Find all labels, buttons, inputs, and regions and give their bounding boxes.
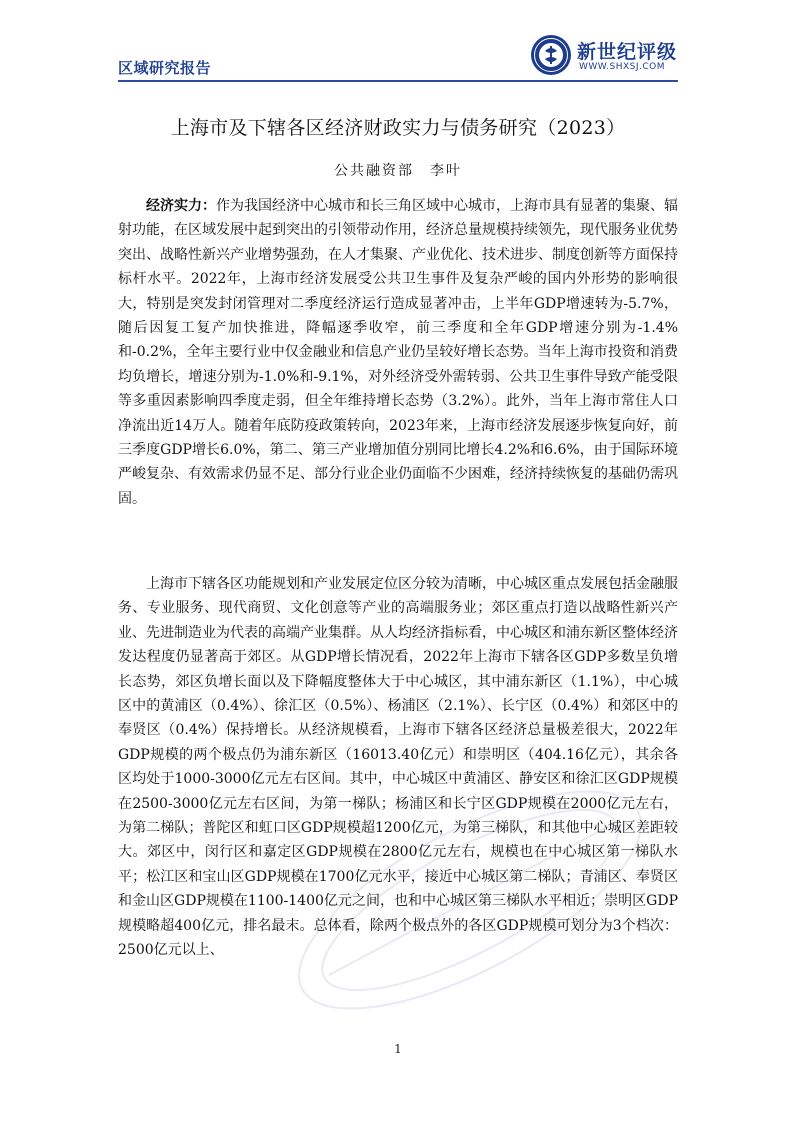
logo-emblem-icon	[530, 34, 572, 76]
paragraph-lead-heading: 经济实力：	[146, 198, 216, 214]
paragraph-1-text: 作为我国经济中心城市和长三角区域中心城市，上海市具有显著的集聚、辐射功能，在区域发展中起到突出的引领带动作用，经济总量规模持续领先，现代服务业优势突出、战略性新兴产业增势强劲，在人才集聚、产业优化、技术进步、制度创新等方面保持标杆水平。2022年，上海市经济发展受公共卫生事件及复杂严峻的国内外形势的影响很大，特别是突发封闭管理对二季度经济运行造成显著冲击，上半年GDP增速转为-5.7%，随后因复工复产加快推进，降幅逐季收窄，前三季度和全年GDP增速分别为-1.4%和-0.2%，全年主要行业中仅金融业和信息产业仍呈较好增长态势。当年上海市投资和消费均负增长，增速分别为-1.0%和-9.1%，对外经济受外需转弱、公共卫生事件导致产能受限等多重因素影响四季度走弱，但全年维持增长态势（3.2%）。此外，当年上海市常住人口净流出近14万人。随着年底防疫政策转向，2023年来，上海市经济发展逐步恢复向好，前三季度GDP增长6.0%，第二、第三产业增加值分别同比增长4.2%和6.6%，由于国际环境严峻复杂、有效需求仍显不足、部分行业企业仍面临不少困难，经济持续恢复的基础仍需巩固。	[118, 198, 678, 507]
body-paragraph-1	[118, 194, 678, 511]
body-paragraph-2	[118, 572, 678, 963]
logo-company-name: 新世纪评级	[577, 41, 678, 63]
paragraph-2-text: 上海市下辖各区功能规划和产业发展定位区分较为清晰，中心城区重点发展包括金融服务、专业服务、现代商贸、文化创意等产业的高端服务业；郊区重点打造以战略性新兴产业、先进制造业为代表的高端产业集群。从人均经济指标看，中心城区和浦东新区整体经济发达程度仍显著高于郊区。从GDP增长情况看，2022年上海市下辖各区GDP多数呈负增长态势，郊区负增长面以及下降幅度整体大于中心城区，其中浦东新区（1.1%），中心城区中的黄浦区（0.4%）、徐汇区（0.5%）、杨浦区（2.1%）、长宁区（0.4%）和郊区中的奉贤区（0.4%）保持增长。从经济规模看，上海市下辖各区经济总量极差很大，2022年GDP规模的两个极点仍为浦东新区（16013.40亿元）和崇明区（404.16亿元），其余各区均处于1000-3000亿元左右区间。其中，中心城区中黄浦区、静安区和徐汇区GDP规模在2500-3000亿元左右区间，为第一梯队；杨浦区和长宁区GDP规模在2000亿元左右，为第二梯队；普陀区和虹口区GDP规模超1200亿元，为第三梯队，和其他中心城区差距较大。郊区中，闵行区和嘉定区GDP规模在2800亿元左右，规模也在中心城区第一梯队水平；松江区和宝山区GDP规模在1700亿元水平，接近中心城区第二梯队；青浦区、奉贤区和金山区GDP规模在1100-1400亿元之间，也和中心城区第三梯队水平相近；崇明区GDP规模略超400亿元，排名最末。总体看，除两个极点外的各区GDP规模可划分为3个档次：2500亿元以上、	[118, 576, 678, 959]
page-title: 上海市及下辖各区经济财政实力与债务研究（2023）	[170, 117, 626, 139]
logo-website: WWW.SHXSJ.COM	[579, 62, 666, 72]
author-line: 公共融资部 李叶	[334, 163, 462, 179]
page-number: 1	[394, 1042, 402, 1056]
company-logo	[530, 34, 700, 80]
report-header-label: 区域研究报告	[118, 59, 212, 77]
header-divider	[118, 80, 678, 82]
